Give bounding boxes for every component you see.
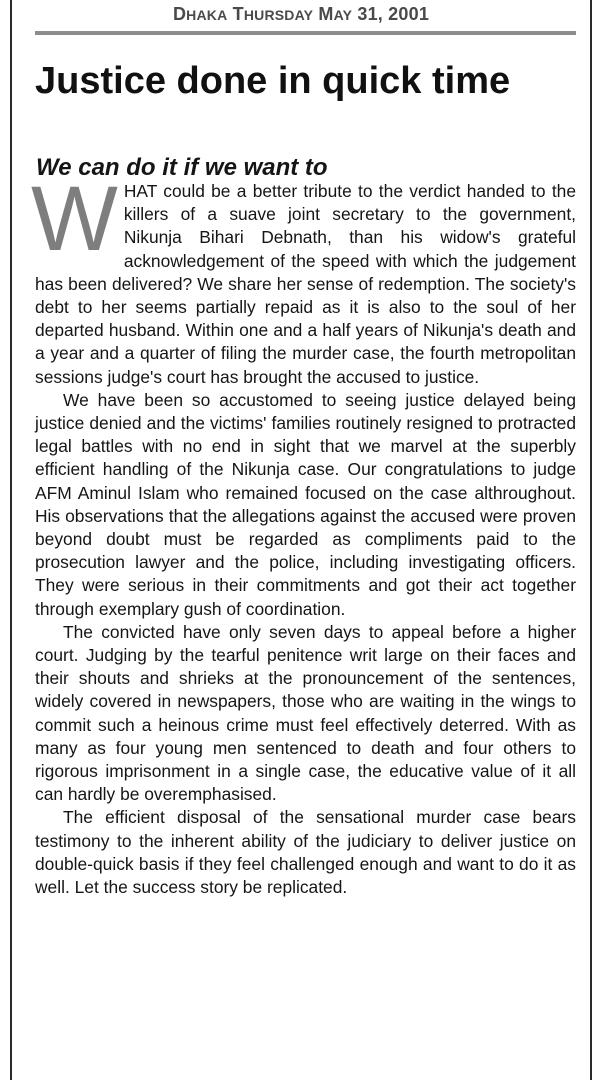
right-border-line [590,0,592,1080]
subhead: We can do it if we want to [36,154,328,181]
drop-cap: W [31,168,118,270]
dateline-city-rest: HAKA [186,7,228,23]
paragraph-1 [31,168,576,389]
dateline-date: 31, 2001 [357,4,430,24]
article-body [31,168,576,899]
paragraph-3: The convicted have only seven days to appeal before a higher court. Judging by the tearful penitence writ large on their faces and their shouts and shrieks at the pronouncement of the sentences, widely covered in newspapers, those who are waiting in the wings to commit such a heinous crime must feel effectively deterred. With as many as four young men sentenced to death and four others to rigorous imprisonment in a single case, the educative value of it all can hardly be overemphasised. [35,621,576,805]
dateline-month-cap: M [318,4,334,24]
dateline [12,4,590,25]
paragraph-2: We have been so accustomed to seeing justice delayed being justice denied and the victims' families routinely resigned to protracted legal battles with no end in sight that we marvel at the superbly efficient handling of the Nikunja case. Our congratulations to judge AFM Aminul Islam who remained focused on the case althroughout. His observations that the allegations against the accused were proven beyond doubt must be regarded as compliments paid to the prosecution lawyer and the police, including investigating officers. They were serious in their commitments and got their act together through exemplary gush of coordination. [35,389,576,619]
paragraph-1-text: HAT could be a better tribute to the verdict handed to the killers of a suave joint secretary to the government, Nikunja Bihari Debnath, than his widow's grateful acknowledgement of the speed with which the judgement has been delivered? We share her sense of redemption. The society's debt to her seems partially repaid as it is also to the soul of her departed husband. Within one and a half years of Nikunja's death and a year and a quarter of filing the murder case, the fourth metropolitan sessions judge's court has brought the accused to justice. [35,181,576,387]
header-rule [35,31,576,35]
dateline-city-cap: D [172,4,187,24]
dateline-day-rest: HURSDAY [243,7,314,23]
dateline-month-rest: AY [333,7,353,23]
paragraph-4: The efficient disposal of the sensational murder case bears testimony to the inherent ability of the judiciary to deliver justice on double-quick basis if they feel challenged enough and want to do it as well. Let the success story be replicated. [35,807,576,898]
dateline-day-cap: T [232,4,244,24]
left-border-line [10,0,12,1080]
headline: Justice done in quick time [35,60,511,102]
